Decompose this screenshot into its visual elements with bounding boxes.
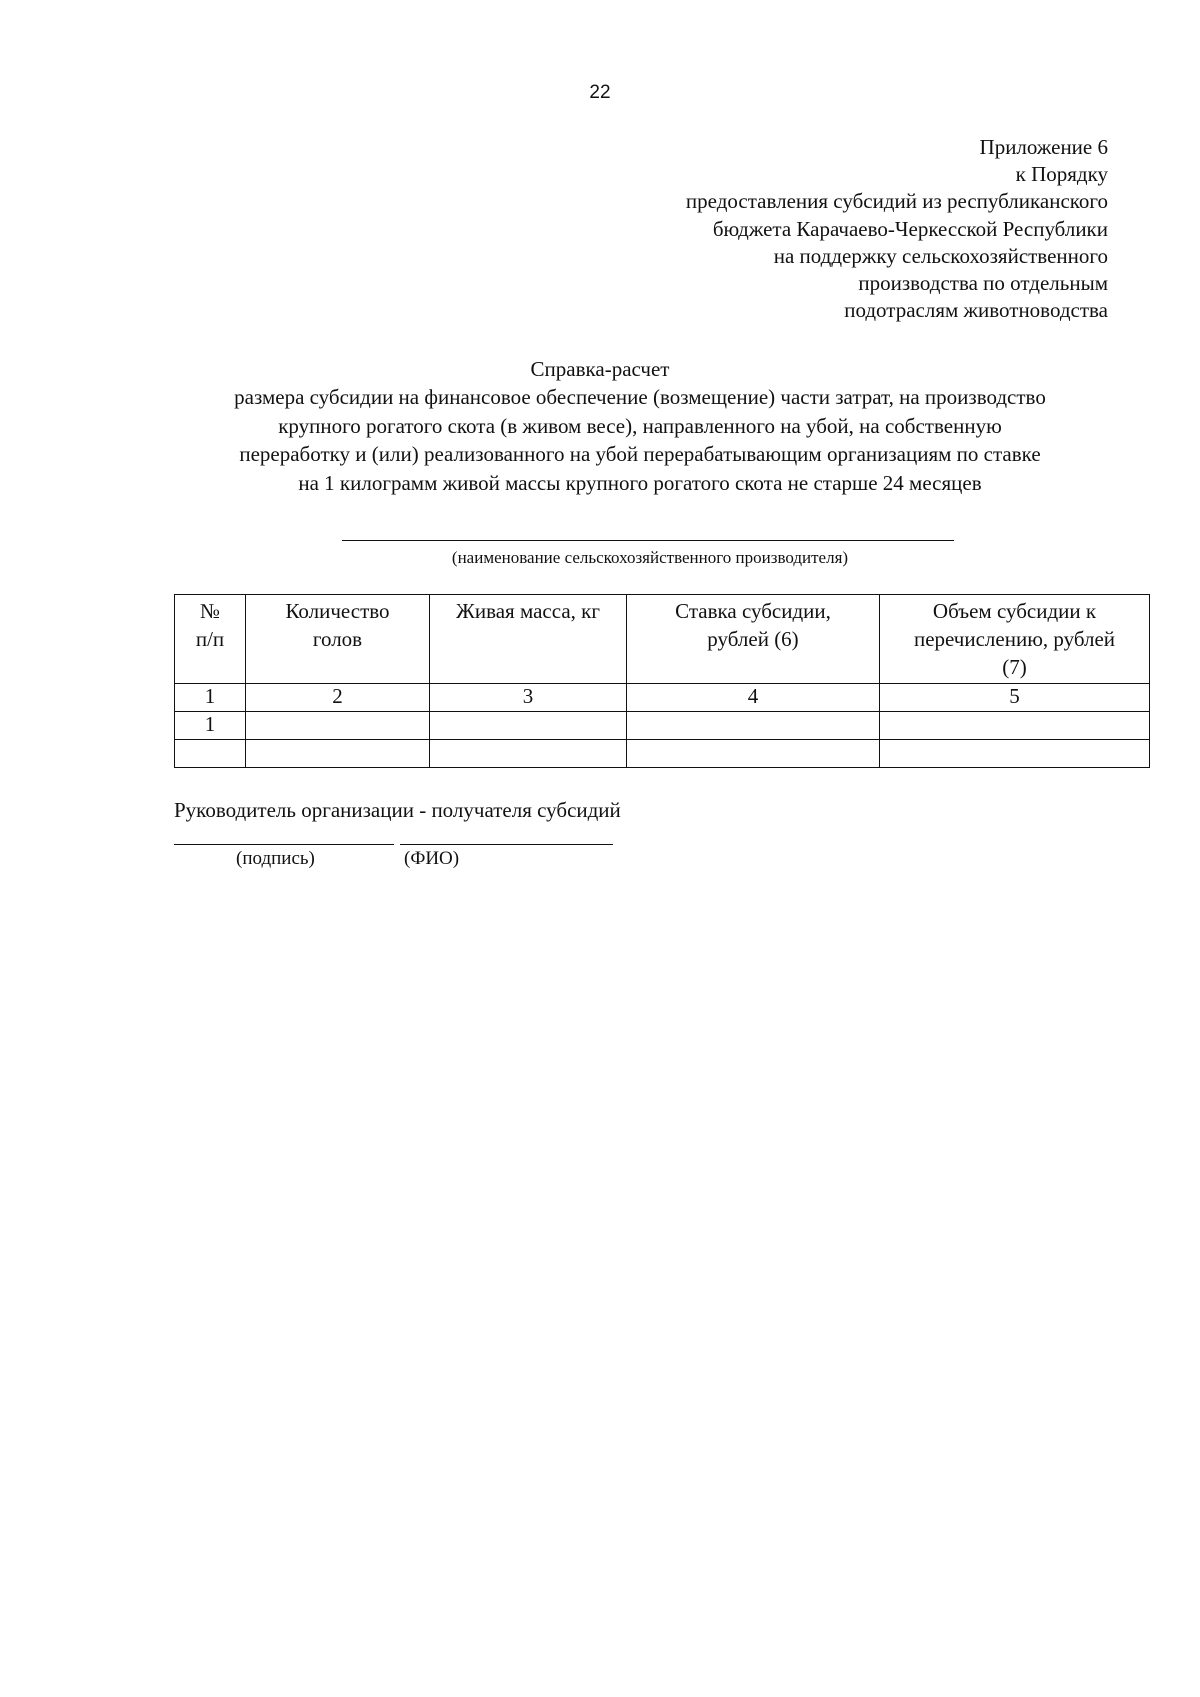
header-subsidy-amount: Объем субсидии к перечислению, рублей (7) (880, 595, 1150, 684)
table-cell: 3 (430, 684, 627, 712)
appendix-line: к Порядку (1015, 162, 1108, 187)
table-cell: 2 (246, 684, 430, 712)
document-subtitle (160, 383, 1120, 497)
appendix-line: на поддержку сельскохозяйственного (773, 243, 1108, 268)
full-name-caption: (ФИО) (404, 848, 460, 869)
header-subsidy-rate: Ставка субсидии, рублей (6) (627, 595, 880, 684)
page-number: 22 (589, 82, 611, 103)
table-cell[interactable] (627, 740, 880, 768)
appendix-line: подотраслям животноводства (844, 298, 1108, 323)
table-cell[interactable] (430, 740, 627, 768)
header-live-weight: Живая масса, кг (430, 595, 627, 684)
table-cell[interactable] (246, 740, 430, 768)
header-head-count: Количество голов (246, 595, 430, 684)
document-title: Справка-расчет (530, 357, 670, 381)
appendix-line: бюджета Карачаево-Черкесской Республики (712, 216, 1108, 241)
table-header-row (175, 595, 1150, 684)
table-cell[interactable] (627, 712, 880, 740)
producer-name-line[interactable] (342, 540, 954, 541)
appendix-header (548, 134, 1108, 324)
appendix-line: предоставления субсидий из республиканского (685, 189, 1108, 214)
appendix-line: Приложение 6 (979, 135, 1108, 159)
table-cell: 1 (175, 684, 246, 712)
table-cell: 4 (627, 684, 880, 712)
table-cell: 1 (175, 712, 246, 740)
header-number: № п/п (175, 595, 246, 684)
table-row (175, 740, 1150, 768)
calculation-table (174, 594, 1150, 768)
producer-name-caption: (наименование сельскохозяйственного производителя) (451, 548, 849, 567)
signature-line[interactable] (174, 844, 394, 845)
subtitle-line: размера субсидии на финансовое обеспечение (возмещение) части затрат, на производство (234, 385, 1046, 409)
table-row (175, 712, 1150, 740)
subtitle-line: переработку и (или) реализованного на убой перерабатывающим организациям по ставке (239, 442, 1041, 466)
table-row (175, 684, 1150, 712)
table-cell[interactable] (175, 740, 246, 768)
appendix-line: производства по отдельным (858, 271, 1108, 296)
manager-label: Руководитель организации - получателя субсидий (174, 798, 621, 822)
table-cell[interactable] (880, 740, 1150, 768)
subtitle-line: на 1 килограмм живой массы крупного рогатого скота не старше 24 месяцев (298, 470, 982, 495)
table-cell[interactable] (430, 712, 627, 740)
subtitle-line: крупного рогатого скота (в живом весе), направленного на убой, на собственную (278, 413, 1002, 438)
table-cell: 5 (880, 684, 1150, 712)
full-name-line[interactable] (400, 844, 613, 845)
table-cell[interactable] (246, 712, 430, 740)
signature-caption: (подпись) (236, 848, 315, 869)
table-cell[interactable] (880, 712, 1150, 740)
